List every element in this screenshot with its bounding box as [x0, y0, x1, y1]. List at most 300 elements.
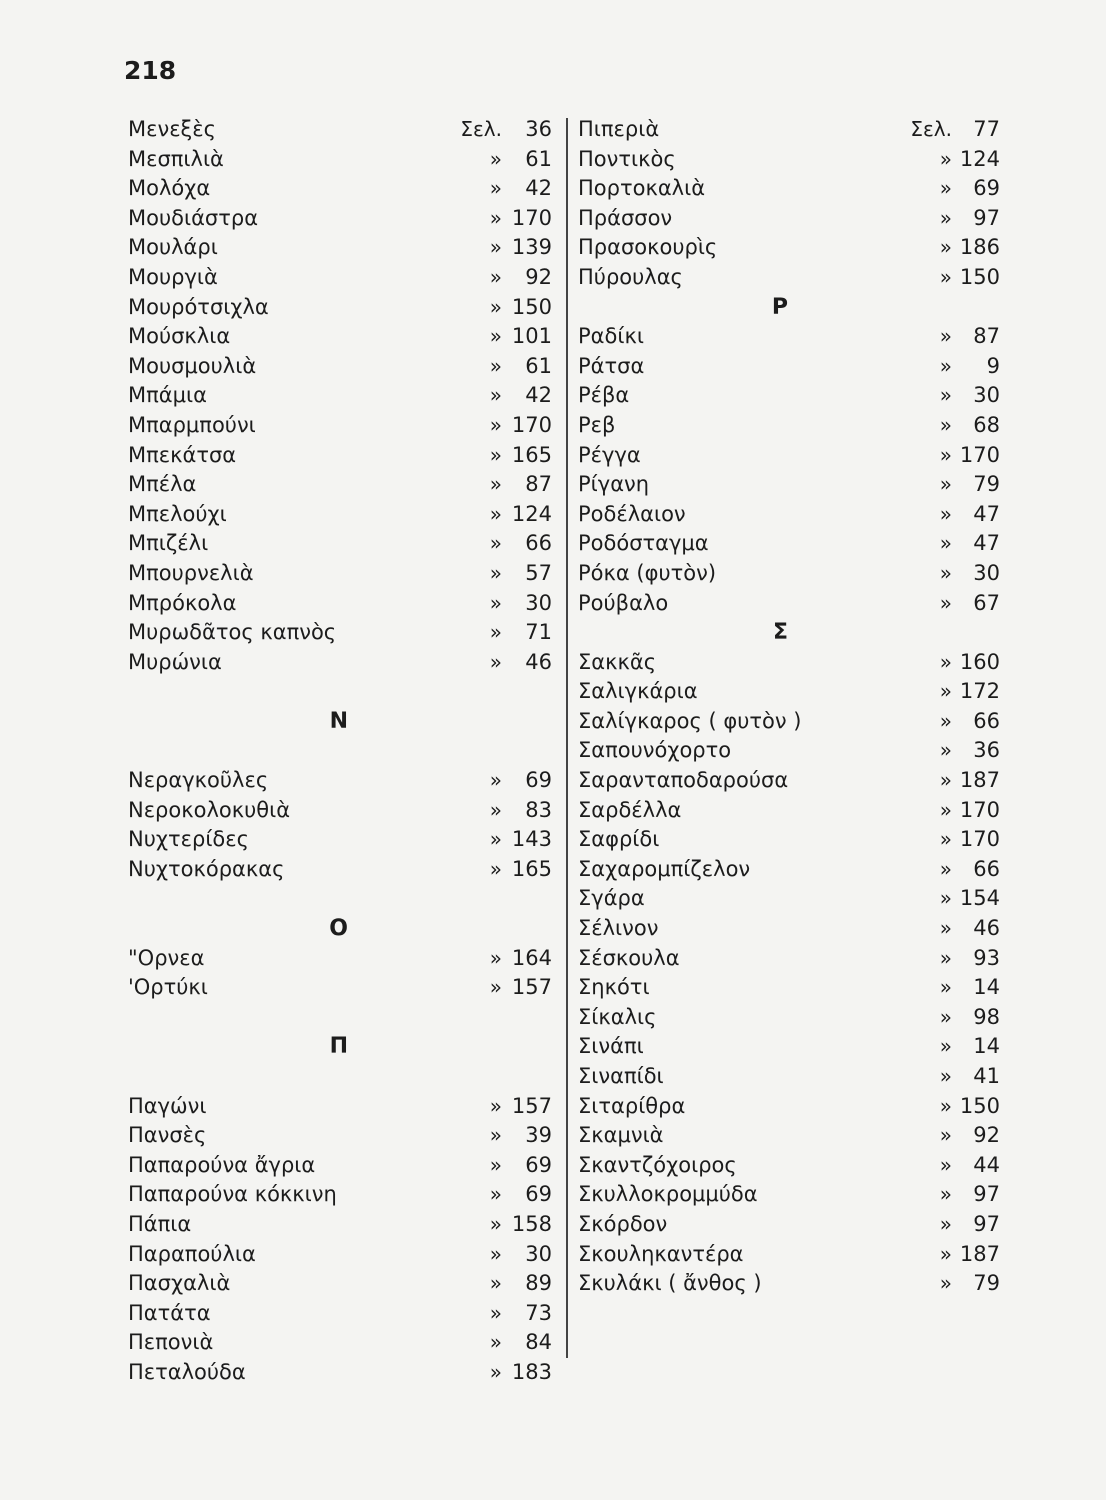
entry-ref-mark: » [489, 176, 502, 201]
index-entry [128, 973, 558, 1003]
index-entry [128, 1180, 558, 1210]
entry-page: 183 [511, 1359, 552, 1384]
index-entry [128, 145, 558, 175]
entry-page: 92 [973, 1123, 1000, 1148]
index-entry [578, 1032, 1008, 1062]
entry-page: 46 [973, 916, 1000, 941]
index-entry [578, 1092, 1008, 1122]
entry-page: 69 [525, 768, 552, 793]
entry-page: 71 [525, 620, 552, 645]
entry-name: Ροδόσταγμα [578, 531, 709, 556]
entry-page: 69 [525, 1182, 552, 1207]
index-entry [578, 352, 1008, 382]
entry-page: 83 [525, 797, 552, 822]
entry-ref-mark: Σελ. [460, 117, 502, 141]
entry-ref-mark: » [939, 1152, 952, 1177]
entry-name: Ποντικὸς [578, 146, 676, 171]
entry-name: Πιπεριὰ [578, 117, 660, 141]
entry-name: Πασχαλιὰ [128, 1271, 231, 1296]
entry-page: 93 [973, 945, 1000, 970]
index-entry [578, 766, 1008, 796]
index-entry [128, 233, 558, 263]
entry-page: 69 [525, 1152, 552, 1177]
section-spacer [128, 677, 558, 707]
index-entry [128, 855, 558, 885]
entry-page: 157 [511, 1093, 552, 1118]
entry-name: Σινάπι [578, 1034, 644, 1059]
entry-ref-mark: » [939, 264, 952, 289]
entry-name: Σκυλλοκρομμύδα [578, 1182, 758, 1207]
entry-page: 187 [959, 1241, 1000, 1266]
entry-page: 73 [525, 1300, 552, 1325]
entry-ref-mark: » [939, 1241, 952, 1266]
section-spacer [128, 884, 558, 914]
entry-page: 150 [511, 294, 552, 319]
entry-ref-mark: » [489, 1182, 502, 1207]
index-entry [128, 322, 558, 352]
index-entry [578, 233, 1008, 263]
index-entry [128, 1240, 558, 1270]
index-entry [578, 1180, 1008, 1210]
index-entry [578, 677, 1008, 707]
entry-name: "Ορνεα [128, 945, 205, 970]
entry-name: Σαρδέλλα [578, 797, 682, 822]
entry-page: 61 [525, 353, 552, 378]
entry-name: Μπελούχι [128, 501, 227, 526]
index-entry [578, 1240, 1008, 1270]
entry-ref-mark: » [489, 531, 502, 556]
index-entry [578, 589, 1008, 619]
entry-page: 157 [511, 975, 552, 1000]
entry-page: 89 [525, 1271, 552, 1296]
entry-page: 79 [973, 472, 1000, 497]
entry-name: Μουσμουλιὰ [128, 353, 257, 378]
entry-name: Σηκότι [578, 975, 650, 1000]
entry-name: Μυρώνια [128, 649, 222, 674]
entry-name: Ρεβ [578, 412, 616, 437]
entry-name: Σιταρίθρα [578, 1093, 686, 1118]
entry-ref-mark: » [939, 738, 952, 763]
entry-page: 97 [973, 205, 1000, 230]
entry-ref-mark: » [939, 531, 952, 556]
entry-name: Ρέγγα [578, 442, 641, 467]
entry-page: 30 [973, 560, 1000, 585]
index-entry [128, 1210, 558, 1240]
index-entry [578, 884, 1008, 914]
entry-name: Ραδίκι [578, 324, 644, 349]
entry-page: 187 [959, 768, 1000, 793]
entry-ref-mark: » [939, 560, 952, 585]
index-entry [128, 263, 558, 293]
entry-name: Πρασοκουρὶς [578, 235, 718, 260]
index-entry [578, 145, 1008, 175]
entry-name: Ρούβαλο [578, 590, 669, 615]
entry-name: Ρέβα [578, 383, 630, 408]
entry-page: 42 [525, 176, 552, 201]
entry-page: 170 [511, 205, 552, 230]
index-entry [128, 1358, 558, 1388]
entry-name: Ρόκα (φυτὸν) [578, 560, 717, 585]
entry-ref-mark: » [489, 501, 502, 526]
entry-page: 44 [973, 1152, 1000, 1177]
index-entry [578, 263, 1008, 293]
entry-name: Πορτοκαλιὰ [578, 176, 706, 201]
entry-ref-mark: » [939, 975, 952, 1000]
entry-ref-mark: » [939, 1034, 952, 1059]
entry-page: 39 [525, 1123, 552, 1148]
entry-ref-mark: » [939, 1064, 952, 1088]
index-entry [578, 1210, 1008, 1240]
entry-page: 98 [973, 1004, 1000, 1029]
entry-name: Σκαμνιὰ [578, 1123, 664, 1148]
entry-name: Σκουληκαντέρα [578, 1241, 744, 1266]
entry-name: Σκυλάκι ( ἄνθος ) [578, 1271, 762, 1296]
entry-ref-mark: » [489, 768, 502, 793]
index-entry [578, 944, 1008, 974]
entry-name: Πεπονιὰ [128, 1330, 214, 1355]
entry-ref-mark: » [939, 649, 952, 674]
entry-ref-mark: » [489, 1330, 502, 1355]
entry-ref-mark: » [489, 797, 502, 822]
entry-page: 139 [511, 235, 552, 260]
entry-ref-mark: » [489, 649, 502, 674]
entry-name: Μπάμια [128, 383, 207, 408]
entry-page: 84 [525, 1330, 552, 1355]
index-entry [128, 825, 558, 855]
entry-ref-mark: » [939, 205, 952, 230]
entry-page: 160 [959, 649, 1000, 674]
entry-page: 14 [973, 975, 1000, 1000]
entry-name: Σαλιγκάρια [578, 679, 698, 704]
index-entry [128, 381, 558, 411]
entry-ref-mark: » [939, 1123, 952, 1148]
entry-ref-mark: » [489, 235, 502, 260]
index-entry [578, 470, 1008, 500]
entry-name: Μουρότσιχλα [128, 294, 269, 319]
entry-name: Μπαρμπούνι [128, 412, 256, 437]
index-entry [128, 589, 558, 619]
index-entry [128, 174, 558, 204]
section-letter: Π [329, 1034, 348, 1060]
index-entry [128, 1092, 558, 1122]
entry-ref-mark: » [939, 1093, 952, 1118]
entry-page: 150 [959, 264, 1000, 289]
entry-name: Σαφρίδι [578, 827, 660, 852]
index-entry [578, 973, 1008, 1003]
index-entry [128, 796, 558, 826]
entry-ref-mark: » [939, 146, 952, 171]
entry-ref-mark: » [939, 590, 952, 615]
index-entry [578, 381, 1008, 411]
index-entry [128, 500, 558, 530]
index-entry [128, 411, 558, 441]
entry-name: Σίκαλις [578, 1004, 657, 1029]
entry-ref-mark: » [939, 383, 952, 408]
entry-ref-mark: » [489, 442, 502, 467]
entry-ref-mark: » [489, 412, 502, 437]
entry-page: 30 [525, 590, 552, 615]
entry-ref-mark: » [939, 353, 952, 378]
entry-ref-mark: » [939, 945, 952, 970]
entry-ref-mark: » [489, 620, 502, 645]
entry-page: 36 [525, 117, 552, 141]
entry-ref-mark: » [939, 501, 952, 526]
entry-name: Σαπουνόχορτο [578, 738, 732, 763]
entry-ref-mark: » [489, 827, 502, 852]
index-entry [578, 1269, 1008, 1299]
section-spacer [128, 1062, 558, 1092]
entry-ref-mark: » [489, 1359, 502, 1384]
entry-ref-mark: » [489, 560, 502, 585]
index-entry [578, 707, 1008, 737]
index-entry [578, 204, 1008, 234]
entry-name: Σκαντζόχοιρος [578, 1152, 737, 1177]
entry-name: Μυρωδᾶτος καπνὸς [128, 620, 337, 645]
entry-name: Μπέλα [128, 472, 197, 497]
index-entry [128, 766, 558, 796]
entry-name: Νυχτοκόρακας [128, 856, 285, 881]
index-entry [128, 944, 558, 974]
index-column-left [128, 115, 558, 1388]
entry-name: Σαλίγκαρος ( φυτὸν ) [578, 708, 802, 733]
entry-name: Πανσὲς [128, 1123, 207, 1148]
entry-page: 30 [525, 1241, 552, 1266]
entry-ref-mark: » [489, 856, 502, 881]
section-letter: Ρ [771, 294, 788, 320]
entry-ref-mark: » [489, 945, 502, 970]
entry-ref-mark: » [939, 1004, 952, 1029]
entry-page: 170 [959, 442, 1000, 467]
entry-ref-mark: » [489, 1271, 502, 1296]
entry-name: Μπεκάτσα [128, 442, 237, 467]
entry-name: Παπαρούνα ἄγρια [128, 1152, 316, 1177]
entry-ref-mark: » [489, 324, 502, 349]
index-entry [128, 559, 558, 589]
entry-page: 30 [973, 383, 1000, 408]
entry-ref-mark: » [489, 1152, 502, 1177]
entry-page: 158 [511, 1211, 552, 1236]
index-entry [578, 1151, 1008, 1181]
entry-ref-mark: » [489, 1241, 502, 1266]
entry-ref-mark: » [489, 353, 502, 378]
index-entry [578, 500, 1008, 530]
entry-page: 14 [973, 1034, 1000, 1059]
entry-page: 77 [973, 117, 1000, 141]
entry-page: 97 [973, 1182, 1000, 1207]
entry-name: Σέλινον [578, 916, 659, 941]
entry-name: Ράτσα [578, 353, 645, 378]
index-column-right [578, 115, 1008, 1299]
section-spacer [128, 1003, 558, 1033]
index-entry [128, 529, 558, 559]
entry-page: 150 [959, 1093, 1000, 1118]
entry-page: 164 [511, 945, 552, 970]
section-letter: Ο [329, 916, 348, 942]
entry-name: Σακκᾶς [578, 649, 657, 674]
entry-name: Ρίγανη [578, 472, 650, 497]
index-entry [578, 529, 1008, 559]
entry-name: Σαρανταποδαρούσα [578, 768, 789, 793]
index-entry [578, 855, 1008, 885]
index-entry [578, 1062, 1008, 1092]
entry-name: Μπρόκολα [128, 590, 237, 615]
entry-page: 67 [973, 590, 1000, 615]
entry-name: Σέσκουλα [578, 945, 680, 970]
entry-ref-mark: » [939, 916, 952, 941]
section-letter: Σ [772, 620, 788, 646]
entry-ref-mark: » [939, 827, 952, 852]
entry-ref-mark: » [939, 472, 952, 497]
index-entry [578, 914, 1008, 944]
index-entry [578, 648, 1008, 678]
entry-name: Μολόχα [128, 176, 211, 201]
entry-page: 165 [511, 442, 552, 467]
entry-ref-mark: » [489, 1093, 502, 1118]
entry-ref-mark: » [939, 324, 952, 349]
entry-page: 66 [525, 531, 552, 556]
entry-ref-mark: » [939, 797, 952, 822]
entry-page: 101 [511, 324, 552, 349]
index-entry [128, 618, 558, 648]
entry-ref-mark: » [939, 235, 952, 260]
page-number: 218 [124, 56, 177, 85]
entry-ref-mark: » [489, 264, 502, 289]
entry-page: 87 [525, 472, 552, 497]
index-entry [128, 1121, 558, 1151]
entry-page: 186 [959, 235, 1000, 260]
entry-ref-mark: » [489, 383, 502, 408]
entry-name: Πύρουλας [578, 264, 683, 289]
entry-page: 170 [959, 797, 1000, 822]
entry-page: 47 [973, 501, 1000, 526]
index-entry [128, 352, 558, 382]
entry-ref-mark: » [939, 708, 952, 733]
index-entry [578, 1003, 1008, 1033]
entry-ref-mark: » [489, 294, 502, 319]
entry-page: 61 [525, 146, 552, 171]
entry-page: 143 [511, 827, 552, 852]
entry-page: 165 [511, 856, 552, 881]
entry-page: 69 [973, 176, 1000, 201]
entry-name: Νεροκολοκυθιὰ [128, 797, 291, 822]
entry-name: Μπουρνελιὰ [128, 560, 254, 585]
entry-page: 68 [973, 412, 1000, 437]
entry-name: Πατάτα [128, 1300, 211, 1325]
index-entry [128, 1151, 558, 1181]
index-entry [578, 825, 1008, 855]
index-entry [128, 441, 558, 471]
entry-ref-mark: » [939, 1211, 952, 1236]
entry-ref-mark: » [489, 472, 502, 497]
entry-page: 97 [973, 1211, 1000, 1236]
index-entry [128, 648, 558, 678]
index-entry [128, 470, 558, 500]
index-entry [128, 1299, 558, 1329]
index-entry [578, 174, 1008, 204]
entry-name: Νεραγκοῦλες [128, 768, 269, 793]
index-entry [128, 1269, 558, 1299]
entry-name: Πράσσον [578, 205, 673, 230]
entry-ref-mark: » [489, 205, 502, 230]
index-entry [128, 293, 558, 323]
entry-ref-mark: » [939, 886, 952, 911]
entry-page: 79 [973, 1271, 1000, 1296]
entry-name: Μουδιάστρα [128, 205, 259, 230]
entry-page: 46 [525, 649, 552, 674]
entry-name: Παπαρούνα κόκκινη [128, 1182, 337, 1207]
entry-page: 87 [973, 324, 1000, 349]
entry-name: Πάπια [128, 1211, 192, 1236]
entry-name: Νυχτερίδες [128, 827, 249, 852]
index-entry [578, 322, 1008, 352]
entry-ref-mark: » [939, 412, 952, 437]
entry-name: Ροδέλαιον [578, 501, 686, 526]
entry-ref-mark: » [489, 590, 502, 615]
index-entry [578, 796, 1008, 826]
entry-name: Μουλάρι [128, 235, 218, 260]
entry-name: Μούσκλια [128, 324, 231, 349]
entry-page: 124 [511, 501, 552, 526]
entry-page: 41 [973, 1064, 1000, 1088]
entry-name: Σκόρδον [578, 1211, 668, 1236]
entry-page: 124 [959, 146, 1000, 171]
index-entry [578, 1121, 1008, 1151]
entry-name: Παραπούλια [128, 1241, 256, 1266]
index-entry [128, 115, 558, 145]
entry-name: Σιναπίδι [578, 1064, 664, 1088]
index-entry [578, 441, 1008, 471]
entry-ref-mark: » [489, 146, 502, 171]
column-divider [566, 118, 568, 1358]
index-entry [578, 115, 1008, 145]
entry-ref-mark: Σελ. [910, 117, 952, 141]
entry-name: Πεταλούδα [128, 1359, 246, 1384]
entry-name: Μενεξὲς [128, 117, 216, 141]
entry-name: 'Ορτύκι [128, 975, 208, 1000]
entry-name: Μεσπιλιὰ [128, 146, 224, 171]
index-entry [128, 204, 558, 234]
entry-ref-mark: » [939, 679, 952, 704]
entry-ref-mark: » [489, 1211, 502, 1236]
entry-page: 66 [973, 856, 1000, 881]
entry-page: 154 [959, 886, 1000, 911]
entry-name: Σγάρα [578, 886, 645, 911]
entry-name: Παγώνι [128, 1093, 207, 1118]
entry-ref-mark: » [489, 1300, 502, 1325]
index-entry [578, 736, 1008, 766]
index-entry [128, 1328, 558, 1358]
entry-ref-mark: » [939, 1182, 952, 1207]
index-entry [578, 411, 1008, 441]
entry-page: 36 [973, 738, 1000, 763]
entry-ref-mark: » [489, 975, 502, 1000]
entry-page: 92 [525, 264, 552, 289]
entry-page: 57 [525, 560, 552, 585]
entry-page: 9 [986, 353, 1000, 378]
entry-ref-mark: » [939, 1271, 952, 1296]
section-spacer [128, 736, 558, 766]
entry-ref-mark: » [939, 442, 952, 467]
entry-ref-mark: » [489, 1123, 502, 1148]
entry-name: Σαχαρομπίζελον [578, 856, 751, 881]
entry-page: 47 [973, 531, 1000, 556]
entry-page: 170 [959, 827, 1000, 852]
entry-name: Μπιζέλι [128, 531, 209, 556]
entry-page: 170 [511, 412, 552, 437]
entry-ref-mark: » [939, 176, 952, 201]
index-entry [578, 559, 1008, 589]
entry-page: 66 [973, 708, 1000, 733]
